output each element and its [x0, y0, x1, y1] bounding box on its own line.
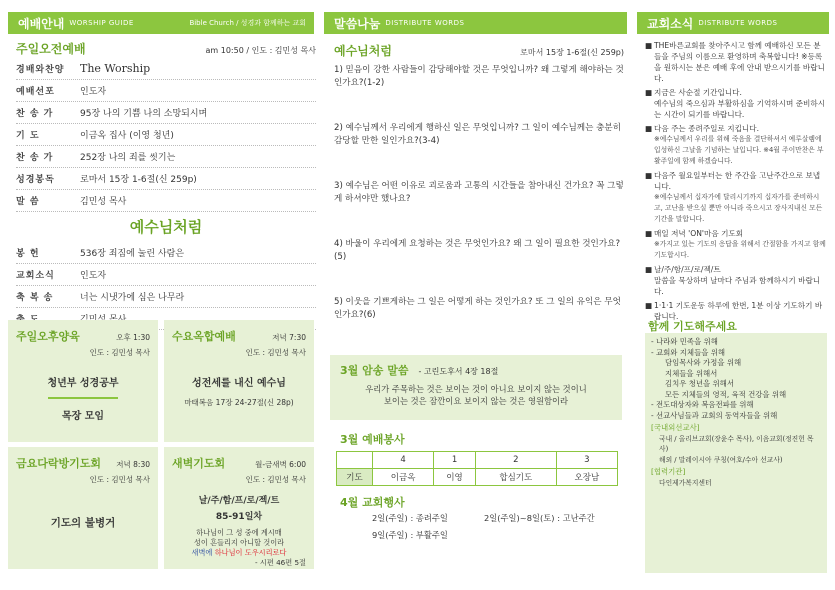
memory-line-1: 우리가 주목하는 것은 보이는 것이 아니요 보이지 않는 것이니	[365, 384, 587, 394]
order-row: 교회소식 인도자	[16, 264, 316, 286]
order-row: 말 씀 김민성 목사	[16, 190, 316, 212]
question-5: 5) 이웃을 기쁘게하는 그 일은 어떻게 하는 것인가요? 또 그 일의 유익은 무엇인가요?(6)	[334, 297, 621, 320]
pray-title: 함께 기도해주세요	[648, 320, 737, 333]
order-row: 예배선포 인도자	[16, 80, 316, 102]
memory-line-2: 보이는 것은 잠깐이요 보이지 않는 것은 영원함이라	[383, 396, 569, 406]
word-header	[324, 12, 627, 34]
morning-title: 주일오전예배	[16, 42, 86, 56]
order-row: 봉 헌 536장 죄짐에 눌린 사람은	[16, 242, 316, 264]
sermon-title: 예수님처럼	[129, 218, 203, 236]
news-item: ■ 다음주 월요일부터는 한 주간을 고난주간으로 보냅니다. ※예수님께서 십자가에 달리시기까지 십자가를 준비하시고, 고난을 받으실 뿐만 아니라 죽으시고 장사지내신 모든 기간을 말합니다.	[645, 171, 823, 223]
dawn-box: 새벽기도회 월-금새벽 6:00 인도 : 김민성 목사 날/주/함/프/로/젝/트 85-91일차 하나님이 그 성 중에 계시매 성이 흔들리지 아니할 것이라 새벽에 하나님이 도우시리로다 - 시편 46편 5절	[164, 447, 314, 569]
news-item: ■ 날/주/함/프/로/젝/트 말씀을 묵상하며 날마다 주님과 함께하시기 바랍니다.	[645, 265, 821, 296]
wednesday-box: 수요옥합예배 저녁 7:30 인도 : 김민성 목사 성전세를 내신 예수님 마태복음 17장 24-27절(신 28p)	[164, 320, 314, 442]
question-1: 1) 믿음이 강한 사람들이 감당해야할 것은 무엇입니까? 왜 그렇게 해야하는 것인가요?(1-2)	[334, 65, 624, 88]
order-row: 찬 송 가 252장 나의 죄를 씻기는	[16, 146, 316, 168]
word-title-row	[334, 42, 624, 59]
service-head-row: 4 1 2 3	[337, 452, 618, 469]
order-row: 경배와찬양 The Worship	[16, 58, 316, 80]
service-title: 3월 예배봉사	[340, 433, 405, 446]
friday-box: 금요다락방기도회 저녁 8:30 인도 : 김민성 목사 기도의 불병거	[8, 447, 158, 569]
news-item: ■ THE바른교회를 찾아주시고 함께 예배하신 모든 분들을 주님의 이름으로 환영하며 축복합니다! ※등록을 원하시는 분은 예배 후에 안내 받으시기를 바랍니다.	[645, 41, 825, 83]
news-item: ■ 1·1·1 기도운동 하루에 한번, 1분 이상 기도하기 바랍니다.	[645, 301, 823, 321]
worship-logo: The Worship	[80, 62, 151, 75]
worship-header-right: Bible Church / 성경과 함께하는 교회	[189, 19, 306, 27]
pray-box: - 나라와 민족을 위해 - 교회와 지체들을 위해 담임목사와 가정을 위해 지체들을 위해서 김치우 청년을 위해서 모든 지체들의 영적, 육적 건강을 위해 - 전도대상자와 복음전파를 위해 - 선교사님들과 교회의 동역자들을 위해 [국내외선교사] 국내 / 올리브교회(장윤수 목사), 이음교회(정진헌 목사) 해외 / 말레이시아 쿠칭(여호/수아 선교사) [협력기관] 다인제가복지센터	[645, 333, 827, 573]
afternoon-box: 주일오후양육 오후 1:30 인도 : 김민성 목사 청년부 성경공부 목장 모임	[8, 320, 158, 442]
word-header-title: 말씀나눔	[334, 16, 381, 31]
word-ref: 로마서 15장 1-6절(신 259p)	[520, 48, 624, 57]
service-row: 기도 이금옥 이영 합심기도 오장남	[337, 469, 618, 486]
memory-verse-box	[330, 355, 622, 420]
word-header-sub: DISTRIBUTE WORDS	[385, 19, 465, 27]
question-2: 2) 예수님께서 우리에게 행하신 일은 무엇입니까? 그 일이 예수님께는 충분히 감당할 만한 일인가요?(3-4)	[334, 123, 622, 146]
order-row: 찬 송 가 95장 나의 기쁨 나의 소망되시며	[16, 102, 316, 124]
news-item: ■ 지금은 사순절 기간입니다. 예수님의 죽으심과 부활하심을 기억하시며 준비하시는 시간이 되기를 바랍니다.	[645, 88, 826, 119]
worship-header-title: 예배안내	[18, 16, 65, 31]
morning-info: am 10:50 / 인도 : 김민성 목사	[205, 46, 316, 55]
news-list	[645, 40, 827, 325]
events-title: 4월 교회행사	[340, 496, 405, 509]
question-4: 4) 바울이 우리에게 요청하는 것은 무엇인가요? 왜 그 일이 필요한 것인가요?(5)	[334, 239, 621, 262]
question-3: 3) 예수님은 어떤 이유로 괴로움과 고통의 시간들을 참아내신 건가요? 꼭 그렇게 하셔야만 했나요?	[334, 181, 624, 204]
events-list: 2일(주일) : 종려주일 2일(주일)~8일(토) : 고난주간 9일(주일) : 부활주일	[372, 513, 595, 540]
service-table	[336, 451, 618, 486]
order-row: 축 복 송 너는 시냇가에 심은 나무라	[16, 286, 316, 308]
worship-header-sub: WORSHIP GUIDE	[69, 19, 134, 27]
news-header-title: 교회소식	[647, 16, 694, 31]
news-item: ■ 다음 주는 종려주일로 지킵니다. ※예수님께서 우리를 위해 죽음을 결단하셔서 예루살렘에 입성하신 그날을 기념하는 날입니다. ※4월 주이만찬은 부활주일에 함께 하겠습니다.	[645, 124, 824, 165]
news-header	[637, 12, 829, 34]
worship-header	[8, 12, 314, 34]
order-row: 기 도 이금옥 집사 (이영 청년)	[16, 124, 316, 146]
news-header-sub: DISTRIBUTE WORDS	[698, 19, 778, 27]
word-title: 예수님처럼	[334, 44, 392, 58]
morning-service	[16, 40, 316, 330]
memory-title: 3월 암송 말씀	[340, 364, 409, 377]
order-row: 성경봉독 로마서 15장 1-6절(신 259p)	[16, 168, 316, 190]
news-item: ■ 매일 저녁 'ON'마음 기도회 ※가지고 있는 기도의 응답을 위해서 간절함을 가지고 함께 기도합시다.	[645, 229, 826, 259]
memory-ref: - 고린도후서 4장 18절	[418, 367, 499, 376]
